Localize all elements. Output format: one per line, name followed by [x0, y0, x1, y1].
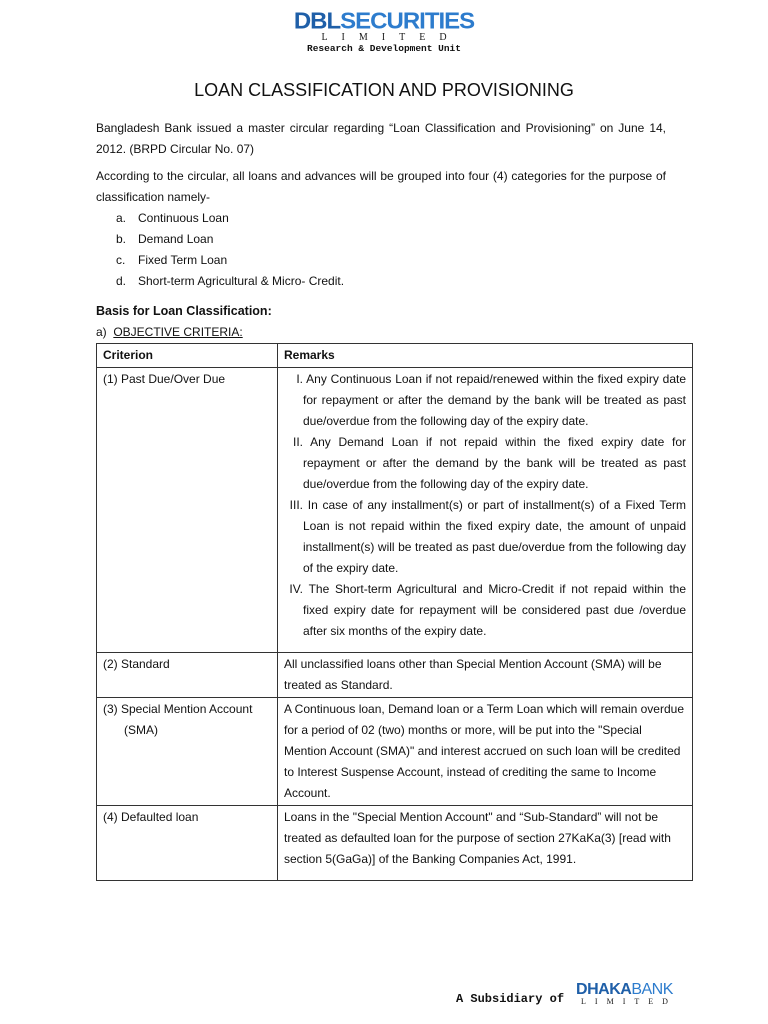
dhaka-bank-logo: DHAKABANK LIMITED — [576, 981, 677, 1006]
document-body — [96, 118, 666, 342]
roman-list — [284, 369, 686, 642]
sub-heading: a) OBJECTIVE CRITERIA: — [96, 325, 243, 339]
criterion-cell: (3) Special Mention Account (SMA) — [97, 698, 278, 806]
section-heading: Basis for Loan Classification: — [96, 304, 272, 318]
logo-subtitle: LIMITED — [321, 32, 461, 43]
table-header-row — [97, 344, 693, 368]
unit-name: Research & Development Unit — [307, 43, 461, 54]
header-logo — [0, 10, 768, 54]
list-item: a. Continuous Loan — [116, 211, 229, 225]
footer — [456, 982, 677, 1006]
criterion-cell: (4) Defaulted loan — [97, 806, 278, 881]
list-item: d. Short-term Agricultural & Micro- Credit. — [116, 274, 345, 288]
list-item: IV. The Short-term Agricultural and Micro-Credit if not repaid within the fixed expiry date for repayment will be considered past due /overdue after six months of the expiry date. — [289, 582, 686, 638]
list-item: I. Any Continuous Loan if not repaid/renewed within the fixed expiry date for repayment or after the demand by the bank will be treated as past due/overdue from the following day of the expiry date. — [296, 372, 687, 428]
column-header-remarks: Remarks — [278, 344, 693, 368]
list-item: c. Fixed Term Loan — [116, 253, 228, 267]
remarks-cell — [278, 368, 693, 653]
table-row — [97, 698, 693, 806]
dbl-securities-logo: DBLSECURITIES — [293, 8, 475, 35]
categories-intro: According to the circular, all loans and advances will be grouped into four (4) categories for the purpose of classification namely- — [96, 169, 666, 204]
remarks-cell: A Continuous loan, Demand loan or a Term Loan which will remain overdue for a period of 02 (two) months or more, will be put into the "Special Mention Account (SMA)" and interest accrued on such loan will be credited to Interest Suspense Account, instead of crediting the same to Income Account. — [278, 698, 693, 806]
list-item: II. Any Demand Loan if not repaid within the fixed expiry date for repayment or after the demand by the bank will be treated as past due/overdue from the following day of the expiry date. — [292, 435, 686, 491]
page-title: LOAN CLASSIFICATION AND PROVISIONING — [194, 80, 574, 100]
table-row — [97, 653, 693, 698]
subsidiary-text: A Subsidiary of — [456, 992, 565, 1006]
column-header-criterion: Criterion — [97, 344, 278, 368]
intro-paragraph: Bangladesh Bank issued a master circular regarding “Loan Classification and Provisioning” on June 14, 2012. (BRPD Circular No. 07) — [96, 121, 666, 156]
table-row — [97, 368, 693, 653]
criterion-cell: (2) Standard — [97, 653, 278, 698]
criteria-table — [96, 343, 693, 881]
remarks-cell: All unclassified loans other than Special Mention Account (SMA) will be treated as Standard. — [278, 653, 693, 698]
table-row — [97, 806, 693, 881]
criterion-cell: (1) Past Due/Over Due — [97, 368, 278, 653]
remarks-cell: Loans in the "Special Mention Account" and “Sub-Standard” will not be treated as defaulted loan for the purpose of section 27KaKa(3) [read with section 5(GaGa)] of the Banking Companies Act, 1991. — [278, 806, 693, 881]
category-list — [96, 208, 666, 292]
list-item: III. In case of any installment(s) or part of installment(s) of a Fixed Term Loan is not repaid within the fixed expiry date, the amount of unpaid installment(s) will be treated as past due/overdue from the following day of the expiry date. — [289, 498, 686, 575]
list-item: b. Demand Loan — [116, 232, 214, 246]
